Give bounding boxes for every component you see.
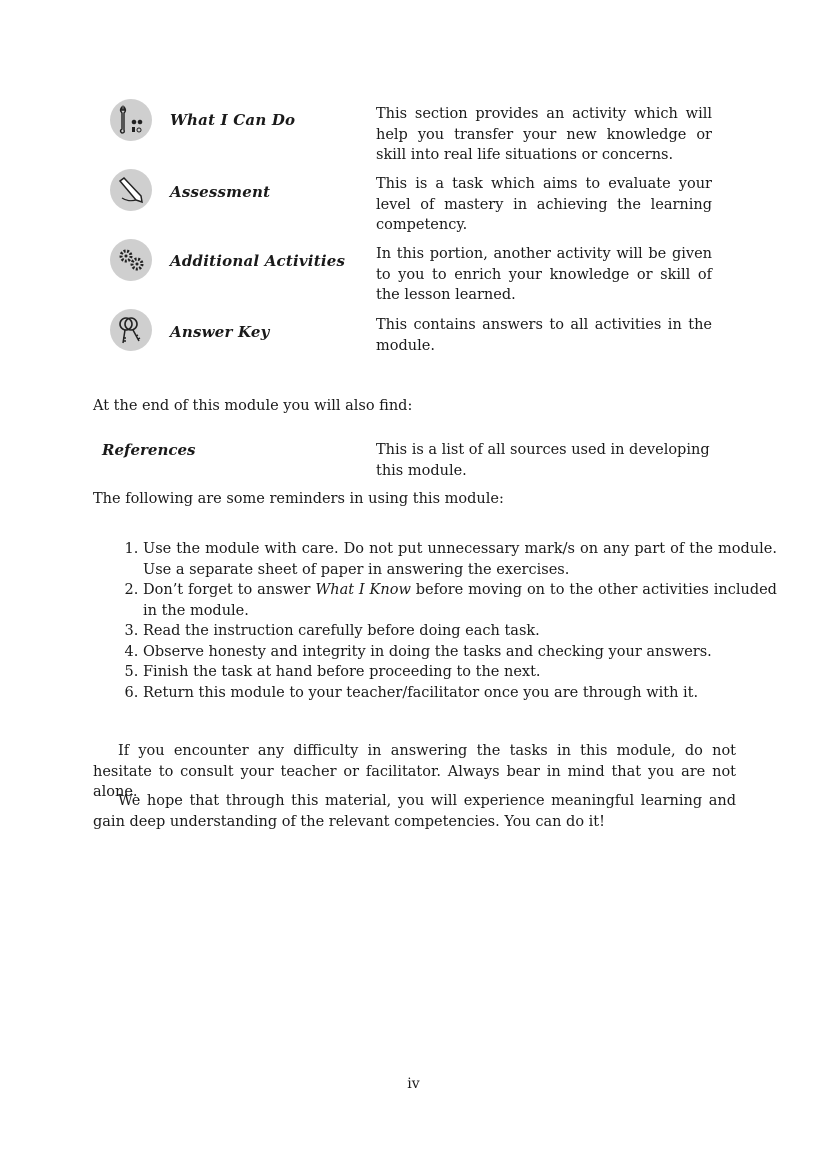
section-label: Answer Key [170,323,270,341]
wrench-tools-icon [110,99,152,141]
section-description: This is a task which aims to evaluate your level of mastery in achieving the learning competency. [376,176,712,233]
end-intro-text: At the end of this module you will also find: [93,398,413,414]
emphasized-text: What I Know [315,582,411,598]
list-item: 4. Observe honesty and integrity in doing the tasks and checking your answers. [143,642,777,663]
section-label: Additional Activities [170,252,346,270]
list-item: 6. Return this module to your teacher/facilitator once you are through with it. [143,683,777,704]
list-item-text: before moving on to the other activities included in the module. [143,582,777,619]
reminders-intro-text: The following are some reminders in using this module: [93,491,504,507]
reminders-list [102,539,777,703]
list-item-text: Don’t forget to answer [143,582,316,598]
list-item: 5. Finish the task at hand before proceeding to the next. [143,662,777,683]
keys-icon [110,309,152,351]
list-item: 3. Read the instruction carefully before doing each task. [143,621,777,642]
section-additional-activities [108,239,713,309]
closing-paragraph: If you encounter any difficulty in answering the tasks in this module, do not hesitate to consult your teacher or facilitator. Always bear in mind that you are not alone. [93,743,736,800]
gears-icon [110,239,152,281]
list-item [143,580,777,621]
pencil-icon [110,169,152,211]
references-description: This is a list of all sources used in developing this module. [376,442,710,479]
list-item: 1. Use the module with care. Do not put unnecessary mark/s on any part of the module. Use a separate sheet of paper in answering the exercises. [143,539,777,580]
closing-paragraph: We hope that through this material, you will experience meaningful learning and gain deep understanding of the relevant competencies. You can do it! [93,793,736,830]
references-label: References [102,441,196,459]
section-description: This contains answers to all activities in the module. [376,317,712,354]
section-label: Assessment [170,183,271,201]
page-number: iv [407,1076,420,1092]
section-description: This section provides an activity which will help you transfer your new knowledge or skill into real life situations or concerns. [376,106,712,163]
section-description: In this portion, another activity will be given to you to enrich your knowledge or skill of the lesson learned. [376,246,712,303]
section-label: What I Can Do [170,111,296,129]
section-answer-key [108,309,713,369]
section-assessment [108,169,713,239]
section-what-i-can-do [108,99,713,169]
